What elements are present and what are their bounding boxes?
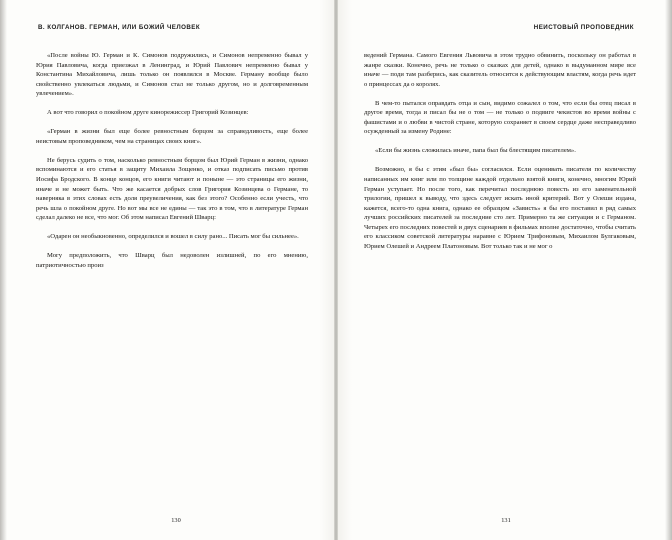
book-gutter — [334, 0, 338, 540]
paragraph: «После войны Ю. Герман и К. Симонов подружились, и Симонов непременно бывал у Юрия Павловича, когда приезжал в Ленинград, и Юрий Павлович непременно бывал у Константина Михайловича, лишь только он появлялся в Москве. Герману вообще было свойственно увлекаться людьми, и Симонов стал не только другом, но и долговременным увлечением». — [36, 52, 308, 98]
paragraph: «Если бы жизнь сложилась иначе, папа был бы блестящим писателем». — [375, 147, 576, 155]
page-right — [336, 0, 672, 540]
paragraph: А вот что говорил о покойном друге кинорежиссер Григорий Козинцев: — [47, 109, 249, 117]
paragraph: В чем-то пытался оправдать отца и сын, видимо сожалел о том, что если бы отец писал в другое время, тогда и писал бы не о том — не только о подвиге чекистов во время войны с фашистами и о любви в чистой стране, которую сохраняет в своем сердце даже несправедливо осужденный за измену Родине: — [364, 99, 636, 136]
running-head-left: В. КОЛГАНОВ. ГЕРМАН, ИЛИ БОЖИЙ ЧЕЛОВЕК — [38, 24, 201, 31]
paragraph: ведений Германа. Самого Евгения Львовича в этом трудно обвинить, поскольку он работал в жанре сказки. Конечно, речь не только о сказках для детей, однако в выдуманном мире все иначе — поди там разберись, как сказитель относится к действующим властям, когда речь идет о принцессах да о королях. — [364, 52, 636, 88]
paragraph: «Герман в жизни был еще более ревностным борцом за справедливость, еще более неистовым проповедником, чем на страницах своих книг». — [36, 128, 308, 145]
paragraph: Возможно, я бы с этим «был бы» согласился. Если оценивать писателя по количеству написанных им книг или по толщине каждой отдельно взятой книги, конечно, многим Юрий Герман уступает. Но после того, как перечитал последнюю повесть из его заменательной трилогии, пришел к выводу, что здесь следует искать иной критерий. Вот у Олеши издана, кажется, всего-то одна книга, однако ее образцом «Зависть» я бы его поставил в ряд самых лучших российских писателей за последние сто лет. Примерно та же ситуация и с Германом. Четырех его последних повестей и двух сценариев в фильмах вполне достаточно, чтобы считать его классиком советской литературы наравне с Юрием Трифоновым, Михаилом Булгаковым, Юрием Олешей и Андреем Платоновым. Вот только так и не мог о — [364, 166, 636, 250]
running-head-right: НЕИСТОВЫЙ ПРОПОВЕДНИК — [533, 24, 634, 31]
page-edge-shadow-left — [0, 0, 7, 540]
paragraph: «Одарен он необыкновенно, определился и вошел в силу рано... Писать мог бы сильнее». — [47, 233, 299, 241]
paragraph: Могу предположить, что Шварц был недоволен излишней, по его мнению, патриотичностью произ — [36, 252, 308, 269]
page-edge-shadow-right — [665, 0, 672, 540]
page-number-left: 130 — [171, 517, 181, 524]
paragraph: Не берусь судить о том, насколько ревностным борцом был Юрий Герман в жизни, однако вспоминаются и его статья в защиту Михаила Зощенко, и отказ подписать письмо против Иосифа Бродского. В конце концов, его книги читают и поныне — это страницы его жизни, иначе и не может быть. Что же касается добрых слов Григория Козинцева о Германе, то наверняка в этих словах есть доля преувеличения, как без этого? Особенно если учесть, что речь шла о покойном друге. Но вот мы все не едины — так это в том, что в литературе Герман сделал далеко не все, что мог. Об этом написал Евгений Шварц: — [36, 156, 308, 222]
body-text-right — [364, 51, 636, 251]
body-text-left — [36, 51, 308, 270]
page-number-right: 131 — [501, 517, 511, 524]
